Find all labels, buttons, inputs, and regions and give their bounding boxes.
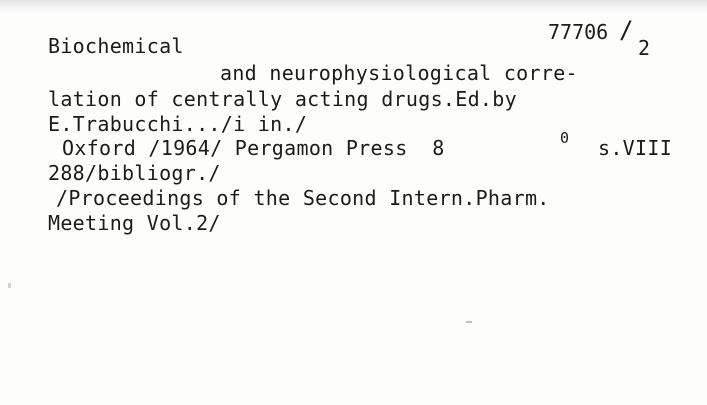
scan-speck <box>8 283 11 288</box>
call-number-volume: 2 <box>638 36 651 60</box>
scan-speck <box>466 321 472 323</box>
title-line-2: and neurophysiological corre- <box>220 61 578 85</box>
call-number-slash: / <box>619 16 634 44</box>
series-volume-line: Meeting Vol.2/ <box>48 211 221 235</box>
editor-line: E.Trabucchi.../i in./ <box>48 112 308 136</box>
series-line: /Proceedings of the Second Intern.Pharm. <box>56 186 550 210</box>
format-superscript: 0 <box>560 129 570 147</box>
scan-edge <box>0 0 707 14</box>
title-line-1: Biochemical <box>48 34 184 58</box>
title-line-3: lation of centrally acting drugs.Ed.by <box>48 87 517 111</box>
imprint-line: Oxford /1964/ Pergamon Press 8 <box>62 136 445 160</box>
call-number: 77706 <box>548 20 609 44</box>
pagination: s.VIII <box>598 136 673 160</box>
bibliography-line: 288/bibliogr./ <box>48 161 221 185</box>
